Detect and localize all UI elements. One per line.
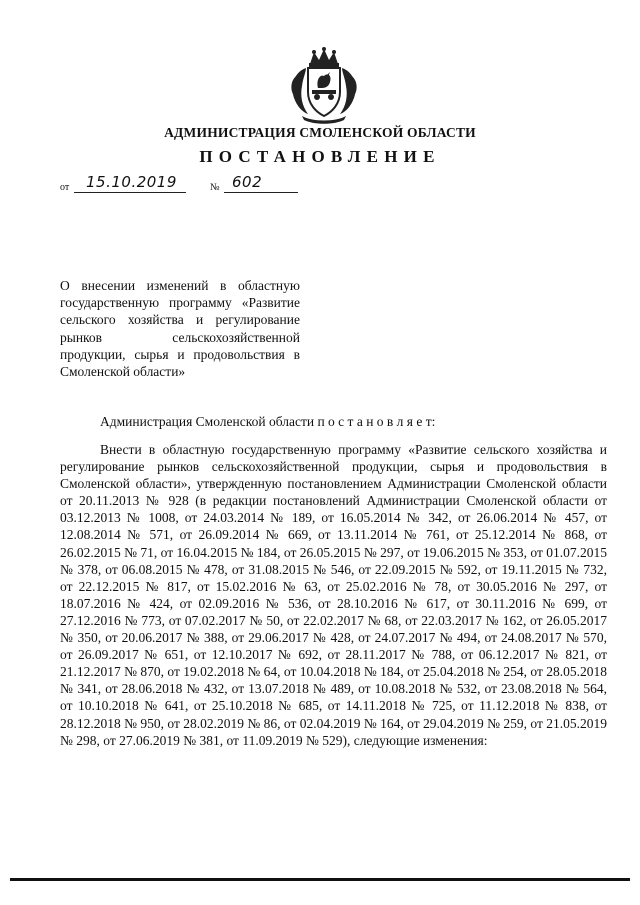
from-label: от bbox=[60, 182, 70, 193]
number-underline bbox=[224, 192, 298, 193]
document-subject: О внесении изменений в областную государственную программу «Развитие сельского хозяйства и регулирование рынков сельскохозяйственной продукции, сырья и продовольствия в Смоленской области» bbox=[60, 278, 300, 380]
coat-of-arms-icon bbox=[288, 46, 360, 124]
resolution-intro: Администрация Смоленской области п о с т а н о в л я е т: bbox=[100, 414, 436, 429]
footer-rule bbox=[10, 878, 630, 881]
document-number-line bbox=[60, 173, 320, 195]
number-label: № bbox=[210, 182, 220, 193]
date-underline bbox=[74, 192, 186, 193]
document-type: ПОСТАНОВЛЕНИЕ bbox=[199, 147, 441, 166]
document-number: 602 bbox=[232, 173, 263, 191]
resolution-body: Внести в областную государственную программу «Развитие сельского хозяйства и регулирование рынков сельскохозяйственной продукции, сырья и продовольствия в Смоленской области», утвержденную постановлением Администрации Смоленской области от 20.11.2013 № 928 (в редакции постановлений Администрации Смоленской области от 03.12.2013 № 1008, от 24.03.2014 № 189, от 16.05.2014 № 342, от 26.06.2014 № 457, от 12.08.2014 № 571, от 26.09.2014 № 669, от 13.11.2014 № 761, от 25.12.2014 № 868, от 26.02.2015 № 71, от 16.04.2015 № 184, от 26.05.2015 № 297, от 19.06.2015 № 353, от 01.07.2015 № 378, от 06.08.2015 № 478, от 31.08.2015 № 546, от 22.09.2015 № 592, от 19.11.2015 № 732, от 22.12.2015 № 817, от 15.02.2016 № 63, от 25.02.2016 № 78, от 30.05.2016 № 297, от 18.07.2016 № 424, от 02.09.2016 № 536, от 28.10.2016 № 617, от 30.11.2016 № 699, от 27.12.2016 № 773, от 07.02.2017 № 50, от 22.02.2017 № 68, от 22.03.2017 № 162, от 26.05.2017 № 350, от 20.06.2017 № 388, от 29.06.2017 № 428, от 24.07.2017 № 494, от 24.08.2017 № 570, от 26.09.2017 № 651, от 12.10.2017 № 692, от 28.11.2017 № 788, от 06.12.2017 № 821, от 21.12.2017 № 870, от 19.02.2018 № 64, от 10.04.2018 № 184, от 25.04.2018 № 254, от 28.05.2018 № 341, от 28.06.2018 № 432, от 13.07.2018 № 489, от 10.08.2018 № 532, от 23.08.2018 № 564, от 10.10.2018 № 641, от 25.10.2018 № 685, от 14.11.2018 № 725, от 11.12.2018 № 838, от 28.12.2018 № 950, от 28.02.2019 № 86, от 02.04.2019 № 164, от 29.04.2019 № 259, от 21.05.2019 № 298, от 27.06.2019 № 381, от 11.09.2019 № 529), следующие изменения: bbox=[60, 442, 607, 748]
organization-title: АДМИНИСТРАЦИЯ СМОЛЕНСКОЙ ОБЛАСТИ bbox=[164, 125, 476, 140]
document-date: 15.10.2019 bbox=[86, 173, 177, 191]
